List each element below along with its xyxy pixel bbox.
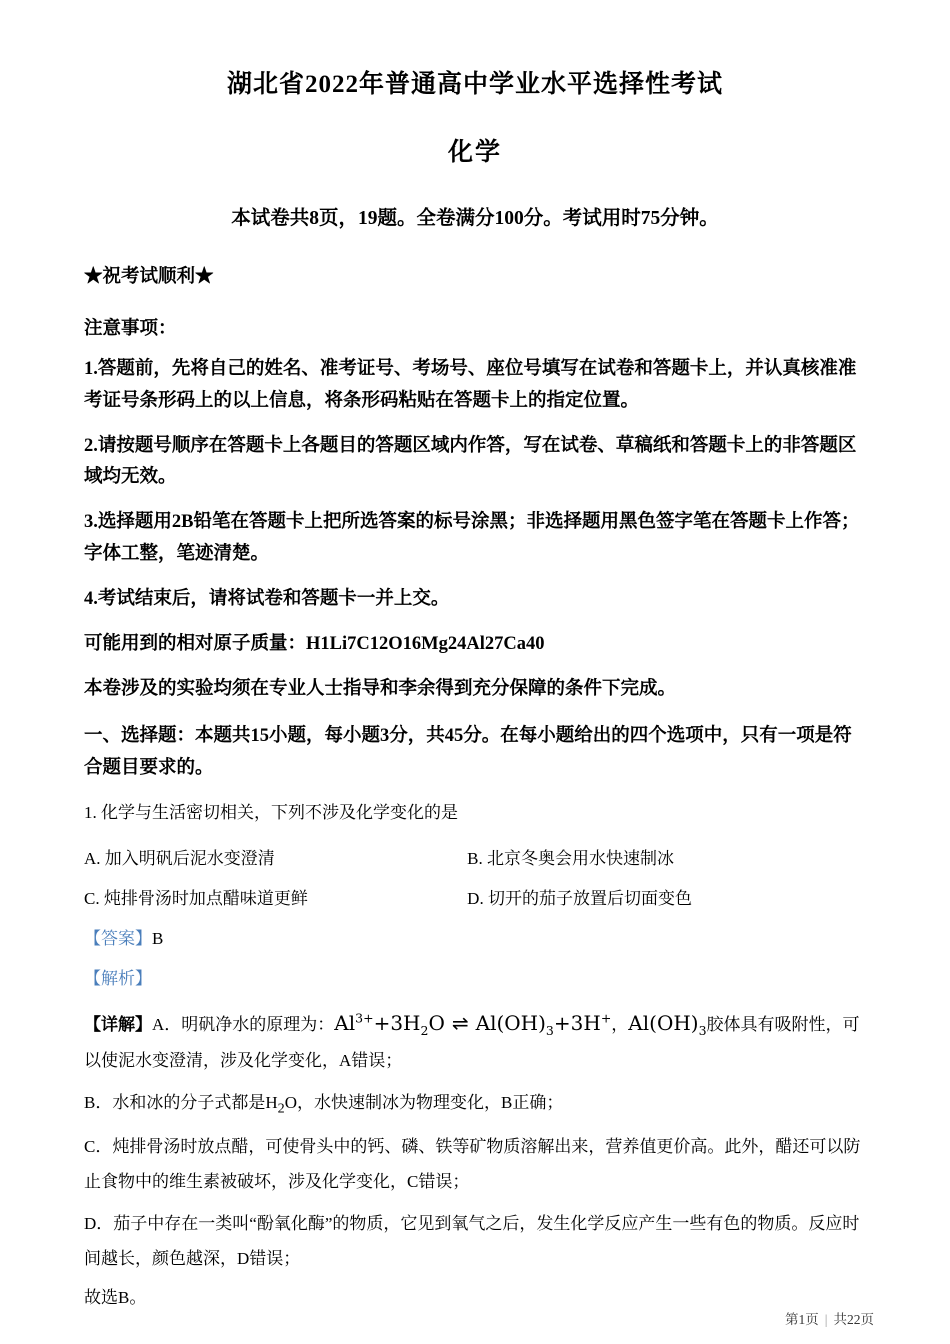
page-current: 第1页 <box>785 1312 819 1327</box>
h2o-subscript: 2 <box>277 1100 285 1117</box>
detail-a-separator: ， <box>611 1014 629 1034</box>
exam-info: 本试卷共8页，19题。全卷满分100分。考试用时75分钟。 <box>231 208 719 229</box>
option-d: D. 切开的茄子放置后切面变色 <box>467 888 692 908</box>
options-row-cd <box>84 884 866 909</box>
answer-line <box>84 924 866 949</box>
section-heading: 一、选择题：本题共15小题，每小题3分，共45分。在每小题给出的四个选项中，只有一项是符合题目要求的。 <box>84 726 852 779</box>
detail-a-prefix: A．明矾净水的原理为： <box>152 1014 335 1034</box>
option-a: A. 加入明矾后泥水变澄清 <box>84 848 275 868</box>
footer-page-indicator <box>785 1308 874 1328</box>
notice-title: 注意事项： <box>84 319 177 339</box>
answer-value: B <box>152 928 164 948</box>
conclusion-line: 故选B。 <box>84 1288 147 1308</box>
atomic-mass-line: 可能用到的相对原子质量：H1Li7C12O16Mg24Al27Ca40 <box>84 633 545 654</box>
notice-item-1: 1.答题前，先将自己的姓名、准考证号、考场号、座位号填写在试卷和答题卡上，并认真核准准考证号条形码上的以上信息，将条形码粘贴在答题卡上的指定位置。 <box>84 359 857 411</box>
detail-c: C．炖排骨汤时放点醋，可使骨头中的钙、磷、铁等矿物质溶解出来，营养值更价高。此外，醋还可以防止食物中的维生素被破坏，涉及化学变化，C错误； <box>84 1137 861 1191</box>
notice-item-2: 2.请按题号顺序在答题卡上各题目的答题区域内作答，写在试卷、草稿纸和答题卡上的非答题区域均无效。 <box>84 435 857 488</box>
option-c: C. 炖排骨汤时加点醋味道更鲜 <box>84 888 308 908</box>
page-total: 共22页 <box>833 1312 874 1327</box>
analysis-line <box>84 964 866 989</box>
detail-label: 【详解】 <box>84 1014 152 1034</box>
detail-a <box>84 1003 866 1079</box>
detail-d: D．茄子中存在一类叫“酚氧化酶”的物质，它见到氧气之后，发生化学反应产生一些有色的物质。反应时间越长，颜色越深，D错误； <box>84 1213 860 1268</box>
detail-b: B．水和冰的分子式都是$H_2O$，水快速制冰为物理变化，B正确； <box>84 1092 564 1117</box>
exam-title: 湖北省2022年普通高中学业水平选择性考试 <box>226 71 723 98</box>
notice-item-4: 4.考试结束后，请将试卷和答题卡一并上交。 <box>84 588 450 609</box>
chem-equation: $Al^{3+}+3H_2O$ ⇌ $Al(OH)_3+3H^+$ <box>334 1010 612 1038</box>
options-row-ab <box>84 844 866 869</box>
detail-a-text: 胶体具有吸附性，可以使泥水变澄清，涉及化学变化，A错误； <box>84 1014 860 1070</box>
notice-item-3: 3.选择题用2B铅笔在答题卡上把所选答案的标号涂黑；非选择题用黑色签字笔在答题卡上作答；字体工整，笔迹清楚。 <box>84 512 860 565</box>
equilibrium-arrow: ⇌ <box>451 1010 469 1035</box>
question-1 <box>84 799 866 1309</box>
safety-line: 本卷涉及的实验均须在专业人士指导和李余得到充分保障的条件下完成。 <box>84 678 677 699</box>
question-stem: 1. 化学与生活密切相关，下列不涉及化学变化的是 <box>84 802 458 822</box>
subject-title: 化学 <box>447 139 502 166</box>
answer-label: 【答案】 <box>84 928 152 948</box>
analysis-label: 【解析】 <box>84 968 152 988</box>
page-separator: | <box>824 1312 828 1327</box>
wish-line: ★祝考试顺利★ <box>84 267 214 287</box>
chem-formula: $Al(OH)_3$ <box>628 1010 707 1038</box>
option-b: B. 北京冬奥会用水快速制冰 <box>467 848 675 868</box>
